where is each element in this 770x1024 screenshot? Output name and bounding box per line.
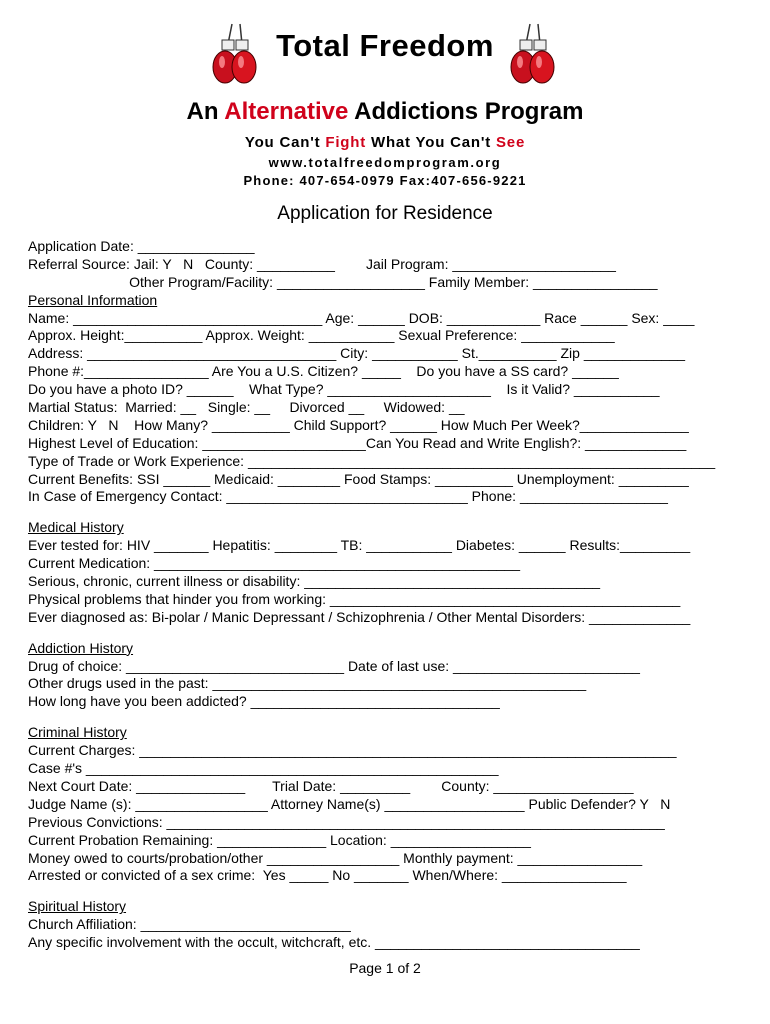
- form-line[interactable]: Martial Status: Married: __ Single: __ Divorced __ Widowed: __: [28, 399, 465, 416]
- personal-information-heading: Personal Information: [28, 291, 158, 308]
- spiritual-history-heading: Spiritual History: [28, 898, 127, 915]
- application-form: [28, 238, 748, 952]
- form-line[interactable]: Previous Convictions: ________________________________________________________________: [28, 813, 665, 830]
- form-line[interactable]: Current Probation Remaining: ______________ Location: __________________: [28, 831, 531, 848]
- subtitle-highlight: Alternative: [224, 98, 349, 125]
- tagline: [0, 134, 770, 151]
- criminal-history-heading: Criminal History: [28, 724, 127, 741]
- form-line[interactable]: Church Affiliation: ___________________________: [28, 916, 351, 933]
- spacer: [28, 711, 748, 724]
- form-line[interactable]: Name: ________________________________ Age: ______ DOB: ____________ Race ______ Sex: ____: [28, 309, 695, 326]
- spacer: [28, 885, 748, 898]
- website-url: www.totalfreedomprogram.org: [268, 155, 502, 170]
- form-line[interactable]: Drug of choice: ____________________________ Date of last use: ________________________: [28, 657, 640, 674]
- application-date-line[interactable]: Application Date: _______________: [28, 238, 255, 254]
- form-line[interactable]: Judge Name (s): _________________ Attorney Name(s) __________________ Public Defender? Y N: [28, 795, 671, 812]
- form-title: Application for Residence: [277, 203, 493, 224]
- form-line[interactable]: Children: Y N How Many? __________ Child Support? ______ How Much Per Week?______________: [28, 416, 689, 433]
- form-line[interactable]: Current Medication: _______________________________________________: [28, 555, 521, 572]
- subtitle-suffix: Addictions Program: [348, 98, 584, 125]
- program-title-row: [0, 28, 770, 64]
- program-subtitle: [0, 98, 770, 126]
- form-line[interactable]: Address: ________________________________ City: ___________ St.__________ Zip _____________: [28, 345, 686, 362]
- form-line[interactable]: Serious, chronic, current illness or disability: ______________________________________: [28, 573, 601, 590]
- form-line[interactable]: Arrested or convicted of a sex crime: Yes _____ No _______ When/Where: ________________: [28, 867, 627, 884]
- form-line[interactable]: Highest Level of Education: _____________________Can You Read and Write English?: _____________: [28, 434, 687, 451]
- page-number: Page 1 of 2: [349, 960, 421, 976]
- referral-source-line[interactable]: Referral Source: Jail: Y N County: __________ Jail Program: _____________________: [28, 255, 616, 272]
- tagline-part-2: What You Can't: [366, 134, 496, 151]
- form-line[interactable]: Money owed to courts/probation/other _________________ Monthly payment: ________________: [28, 849, 643, 866]
- program-title: Total Freedom: [276, 28, 494, 63]
- spacer: [28, 627, 748, 640]
- form-line[interactable]: Case #'s _____________________________________________________: [28, 760, 499, 777]
- form-line[interactable]: Any specific involvement with the occult, witchcraft, etc. __________________________________: [28, 934, 640, 951]
- addiction-history-heading: Addiction History: [28, 639, 134, 656]
- form-line[interactable]: Physical problems that hinder you from working: _____________________________________________: [28, 590, 681, 607]
- form-line[interactable]: Current Benefits: SSI ______ Medicaid: ________ Food Stamps: __________ Unemployment: _________: [28, 470, 689, 487]
- other-program-line[interactable]: Other Program/Facility: ___________________ Family Member: ________________: [28, 273, 658, 290]
- tagline-fight: Fight: [325, 134, 367, 151]
- form-line[interactable]: Phone #:________________ Are You a U.S. Citizen? _____ Do you have a SS card? ______: [28, 363, 619, 380]
- medical-history-heading: Medical History: [28, 519, 124, 536]
- form-line[interactable]: Do you have a photo ID? ______ What Type? _____________________ Is it Valid? ___________: [28, 381, 660, 398]
- form-line[interactable]: Other drugs used in the past: ________________________________________________: [28, 675, 587, 692]
- form-line[interactable]: Type of Trade or Work Experience: ____________________________________________________________: [28, 452, 716, 469]
- form-line[interactable]: How long have you been addicted? ________________________________: [28, 693, 500, 710]
- subtitle-prefix: An: [186, 98, 225, 125]
- tagline-part-1: You Can't: [244, 134, 326, 151]
- contact-phone-fax: Phone: 407-654-0979 Fax:407-656-9221: [243, 173, 527, 188]
- form-line[interactable]: Approx. Height:__________ Approx. Weight: ___________ Sexual Preference: ____________: [28, 327, 615, 344]
- form-line[interactable]: Next Court Date: ______________ Trial Date: _________ County: __________________: [28, 777, 634, 794]
- tagline-see: See: [496, 134, 526, 151]
- form-line[interactable]: Current Charges: _____________________________________________________________________: [28, 742, 677, 759]
- form-line[interactable]: In Case of Emergency Contact: _______________________________ Phone: ___________________: [28, 488, 668, 505]
- form-line[interactable]: Ever tested for: HIV _______ Hepatitis: ________ TB: ___________ Diabetes: ______ Results:_________: [28, 537, 691, 554]
- spacer: [28, 506, 748, 519]
- form-line[interactable]: Ever diagnosed as: Bi-polar / Manic Depressant / Schizophrenia / Other Mental Disorders: _____________: [28, 608, 691, 625]
